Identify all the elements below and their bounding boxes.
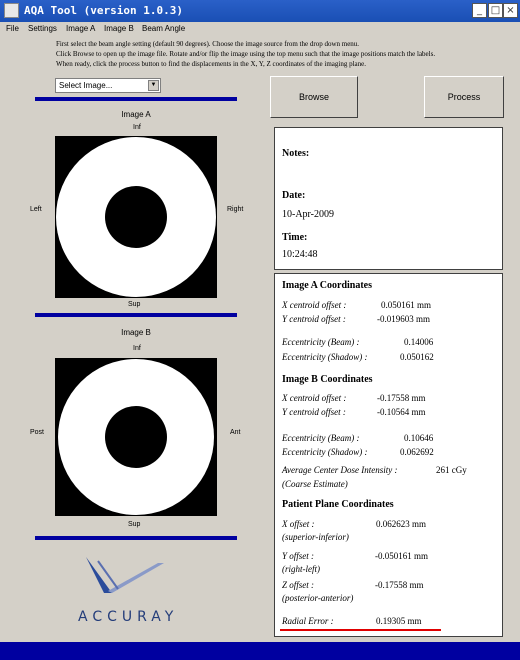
- menu-image-b[interactable]: Image B: [104, 24, 134, 33]
- px-label: X offset :: [282, 519, 315, 529]
- b-y-centroid-label: Y centroid offset :: [282, 407, 346, 417]
- image-b-title: Image B: [121, 328, 151, 337]
- px-value: 0.062623 mm: [376, 519, 427, 529]
- window-title: AQA Tool (version 1.0.3): [24, 4, 183, 17]
- time-value: 10:24:48: [282, 249, 318, 260]
- instruction-line-3: When ready, click the process button to find the displacements in the X, Y, Z coordinates of the imaging plane.: [56, 60, 366, 68]
- image-a-left-label: Left: [30, 206, 42, 213]
- image-source-select[interactable]: [55, 78, 161, 93]
- logo-text: ACCURAY: [78, 609, 179, 625]
- process-button[interactable]: Process: [424, 76, 504, 118]
- chevron-down-icon[interactable]: ▼: [148, 80, 159, 91]
- notes-panel: [274, 127, 503, 270]
- maximize-button[interactable]: □: [488, 3, 503, 18]
- menu-beam-angle[interactable]: Beam Angle: [142, 24, 186, 33]
- radial-error-underline: [280, 629, 441, 631]
- a-x-centroid-value: 0.050161 mm: [381, 300, 432, 310]
- pz-value: -0.17558 mm: [375, 580, 424, 590]
- results-panel: [274, 273, 503, 637]
- browse-button[interactable]: Browse: [270, 76, 358, 118]
- date-label: Date:: [282, 190, 306, 201]
- accuray-logo-mark: [68, 553, 188, 603]
- b-y-centroid-value: -0.10564 mm: [377, 407, 426, 417]
- radial-error-value: 0.19305 mm: [376, 616, 422, 626]
- divider-bar-mid: [35, 313, 237, 317]
- image-b-top-label: Inf: [133, 345, 141, 352]
- image-a-right-label: Right: [227, 206, 244, 213]
- image-a-bottom-label: Sup: [128, 301, 141, 308]
- footer-bar: [0, 642, 520, 660]
- instruction-line-1: First select the beam angle setting (default 90 degrees). Choose the image source from the drop down menu.: [56, 40, 360, 48]
- a-y-centroid-value: -0.019603 mm: [377, 314, 430, 324]
- menu-image-a[interactable]: Image A: [66, 24, 96, 33]
- menu-settings[interactable]: Settings: [28, 24, 57, 33]
- app-icon: [4, 3, 19, 18]
- menu-bar: [0, 22, 520, 36]
- menu-file[interactable]: File: [6, 24, 19, 33]
- radial-error-label: Radial Error :: [282, 616, 334, 626]
- a-ecc-shadow-label: Eccentricity (Shadow) :: [282, 352, 368, 362]
- image-a-title: Image A: [121, 110, 151, 119]
- a-y-centroid-label: Y centroid offset :: [282, 314, 346, 324]
- notes-label: Notes:: [282, 148, 310, 159]
- divider-bar-top: [35, 97, 237, 101]
- divider-bar-bottom: [35, 536, 237, 540]
- patient-coords-title: Patient Plane Coordinates: [282, 499, 394, 510]
- image-b-view[interactable]: [55, 358, 217, 516]
- dose-note: (Coarse Estimate): [282, 479, 348, 489]
- minimize-button[interactable]: _: [472, 3, 487, 18]
- image-b-bottom-label: Sup: [128, 521, 141, 528]
- dose-label: Average Center Dose Intensity :: [282, 465, 398, 475]
- b-x-centroid-label: X centroid offset :: [282, 393, 347, 403]
- dose-value: 261 cGy: [436, 465, 467, 475]
- time-label: Time:: [282, 232, 308, 243]
- date-value: 10-Apr-2009: [282, 209, 335, 220]
- image-b-ring: [55, 358, 217, 516]
- a-x-centroid-label: X centroid offset :: [282, 300, 347, 310]
- py-value: -0.050161 mm: [375, 551, 428, 561]
- py-label: Y offset :: [282, 551, 315, 561]
- image-b-right-label: Ant: [230, 429, 241, 436]
- a-ecc-beam-value: 0.14006: [404, 337, 434, 347]
- pz-label: Z offset :: [282, 580, 315, 590]
- select-value: Select Image...: [59, 81, 113, 90]
- image-a-ring: [55, 136, 217, 298]
- accuray-logo: [68, 553, 188, 603]
- image-a-view[interactable]: [55, 136, 217, 298]
- px-sublabel: (superior-inferior): [282, 532, 349, 542]
- instruction-line-2: Click Browse to open up the image file. Rotate and/or flip the image using the top menu such that the image positions match the labels.: [56, 50, 436, 58]
- b-ecc-shadow-value: 0.062692: [400, 447, 434, 457]
- b-ecc-beam-label: Eccentricity (Beam) :: [282, 433, 360, 443]
- image-a-top-label: Inf: [133, 124, 141, 131]
- b-ecc-beam-value: 0.10646: [404, 433, 434, 443]
- image-b-left-label: Post: [30, 429, 45, 436]
- py-sublabel: (right-left): [282, 564, 320, 574]
- a-ecc-shadow-value: 0.050162: [400, 352, 434, 362]
- image-b-coords-title: Image B Coordinates: [282, 374, 373, 385]
- b-x-centroid-value: -0.17558 mm: [377, 393, 426, 403]
- image-a-coords-title: Image A Coordinates: [282, 280, 372, 291]
- a-ecc-beam-label: Eccentricity (Beam) :: [282, 337, 360, 347]
- b-ecc-shadow-label: Eccentricity (Shadow) :: [282, 447, 368, 457]
- close-button[interactable]: ×: [503, 3, 518, 18]
- pz-sublabel: (posterior-anterior): [282, 593, 354, 603]
